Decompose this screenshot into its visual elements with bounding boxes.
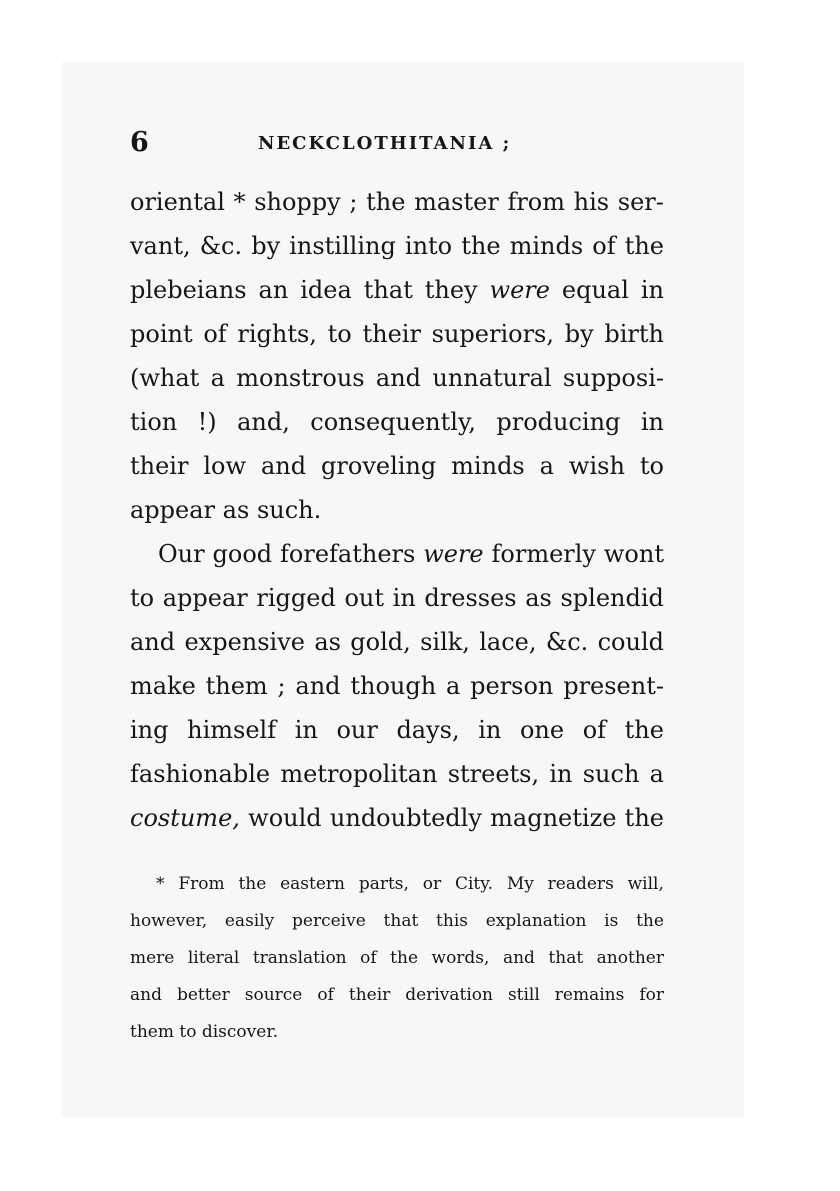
word: !): [197, 408, 217, 436]
word: will,: [627, 874, 664, 894]
word: present-: [563, 672, 664, 700]
word: vant,: [130, 232, 191, 260]
word: readers: [547, 874, 614, 894]
word: words,: [431, 948, 490, 968]
word: in: [640, 276, 664, 304]
word: consequently,: [310, 408, 476, 436]
word: rigged: [256, 584, 336, 612]
word: shoppy: [254, 188, 341, 216]
word: From: [178, 874, 225, 894]
word: to: [639, 452, 664, 480]
word: as: [525, 584, 552, 612]
word: ;: [277, 672, 286, 700]
word: to: [179, 1022, 197, 1042]
word: and: [130, 628, 176, 656]
footnote-line: [130, 903, 664, 940]
word: the: [624, 232, 664, 260]
word: dresses: [424, 584, 517, 612]
word: the: [390, 948, 419, 968]
word: and,: [237, 408, 290, 436]
word: remains: [554, 985, 625, 1005]
word: make: [130, 672, 196, 700]
word: or: [422, 874, 442, 894]
word: the: [636, 911, 664, 931]
word: the: [238, 874, 267, 894]
word: derivation: [405, 985, 493, 1005]
word: appear: [130, 496, 216, 524]
word: himself: [187, 716, 277, 744]
word: as: [314, 628, 341, 656]
word: (what: [130, 364, 200, 392]
word: metropolitan: [280, 760, 438, 788]
word: and: [295, 672, 341, 700]
word: My: [506, 874, 534, 894]
word: literal: [187, 948, 240, 968]
word: ser-: [617, 188, 664, 216]
word: undoubtedly: [329, 804, 482, 832]
word: another: [596, 948, 664, 968]
word: from: [507, 188, 566, 216]
body-text: [130, 180, 664, 840]
page-number: 6: [130, 127, 149, 158]
word: in: [549, 760, 573, 788]
word: fashionable: [130, 760, 271, 788]
word: their: [362, 320, 421, 348]
word: mere: [130, 948, 175, 968]
word: tion: [130, 408, 178, 436]
word: the: [366, 188, 406, 216]
word: idea: [300, 276, 352, 304]
word: rights,: [237, 320, 317, 348]
running-title: NECKCLOTHITANIA ;: [258, 133, 512, 154]
text-line: [130, 400, 664, 444]
word: were: [423, 540, 484, 568]
word: minds: [451, 452, 525, 480]
word: City.: [454, 874, 493, 894]
word: lace,: [479, 628, 537, 656]
word: and: [130, 985, 162, 1005]
word: of: [592, 232, 616, 260]
word: groveling: [321, 452, 437, 480]
word: that: [363, 276, 413, 304]
word: this: [436, 911, 468, 931]
word: in: [640, 408, 664, 436]
word: their: [348, 985, 391, 1005]
word: to: [327, 320, 352, 348]
word: formerly: [491, 540, 596, 568]
word: his: [573, 188, 610, 216]
footnote-line: [130, 940, 664, 977]
text-line: [130, 708, 664, 752]
footnote: [130, 866, 664, 1051]
word: the: [624, 716, 664, 744]
text-line: [130, 356, 664, 400]
word: low: [203, 452, 247, 480]
word: easily: [224, 911, 275, 931]
word: however,: [130, 911, 208, 931]
word: their: [130, 452, 189, 480]
word: of: [317, 985, 334, 1005]
text-line: [130, 488, 664, 532]
text-line: [130, 180, 664, 224]
word: source: [244, 985, 303, 1005]
word: wont: [603, 540, 664, 568]
word: the: [624, 804, 664, 832]
text-line: [130, 620, 664, 664]
word: minds: [509, 232, 584, 260]
word: though: [350, 672, 437, 700]
word: streets,: [447, 760, 540, 788]
footnote-line: [130, 866, 664, 903]
word: an: [258, 276, 289, 304]
text-line: [130, 268, 664, 312]
footnote-line: [130, 1014, 664, 1051]
word: parts,: [358, 874, 409, 894]
page-header: [130, 128, 690, 162]
word: oriental: [130, 188, 225, 216]
word: is: [604, 911, 619, 931]
word: in: [478, 716, 502, 744]
word: plebeians: [130, 276, 247, 304]
word: a: [539, 452, 554, 480]
word: Our: [158, 540, 205, 568]
word: one: [519, 716, 565, 744]
word: and: [502, 948, 535, 968]
word: into: [404, 232, 453, 260]
word: in: [392, 584, 416, 612]
word: and: [375, 364, 422, 392]
word: expensive: [184, 628, 305, 656]
word: *: [156, 874, 165, 894]
footnote-line: [130, 977, 664, 1014]
word: days,: [396, 716, 460, 744]
word: better: [176, 985, 230, 1005]
word: ing: [130, 716, 169, 744]
word: of: [203, 320, 227, 348]
word: eastern: [280, 874, 345, 894]
word: as: [222, 496, 250, 524]
word: could: [597, 628, 664, 656]
word: to: [130, 584, 155, 612]
word: in: [294, 716, 318, 744]
word: magnetize: [490, 804, 617, 832]
word: *: [233, 188, 246, 216]
word: them: [130, 1022, 174, 1042]
word: a: [210, 364, 225, 392]
text-line: [130, 532, 664, 576]
word: of: [360, 948, 377, 968]
word: by: [564, 320, 594, 348]
word: appear: [162, 584, 248, 612]
word: ;: [349, 188, 358, 216]
text-line: [130, 796, 664, 840]
text-line: [130, 444, 664, 488]
word: them: [205, 672, 268, 700]
word: the: [461, 232, 501, 260]
word: and: [260, 452, 307, 480]
word: such.: [256, 496, 322, 524]
word: equal: [561, 276, 629, 304]
word: by: [251, 232, 281, 260]
word: translation: [252, 948, 347, 968]
word: good: [212, 540, 273, 568]
text-line: [130, 576, 664, 620]
text-line: [130, 312, 664, 356]
word: person: [470, 672, 554, 700]
word: &c.: [199, 232, 243, 260]
word: that: [548, 948, 584, 968]
word: silk,: [420, 628, 470, 656]
word: instilling: [289, 232, 396, 260]
word: such: [582, 760, 640, 788]
word: of: [582, 716, 607, 744]
word: supposi-: [562, 364, 664, 392]
text-line: [130, 224, 664, 268]
word: discover.: [201, 1022, 278, 1042]
word: superiors,: [431, 320, 554, 348]
word: monstrous: [236, 364, 365, 392]
word: for: [639, 985, 664, 1005]
word: a: [446, 672, 461, 700]
text-line: [130, 664, 664, 708]
word: master: [414, 188, 499, 216]
word: out: [344, 584, 385, 612]
word: unnatural: [432, 364, 552, 392]
word: that: [383, 911, 419, 931]
word: would: [248, 804, 322, 832]
word: perceive: [292, 911, 366, 931]
word: costume,: [130, 804, 240, 832]
word: &c.: [545, 628, 589, 656]
word: birth: [604, 320, 664, 348]
word: wish: [568, 452, 625, 480]
word: gold,: [350, 628, 411, 656]
word: they: [424, 276, 478, 304]
word: still: [507, 985, 540, 1005]
word: were: [489, 276, 550, 304]
word: point: [130, 320, 193, 348]
word: producing: [496, 408, 621, 436]
word: a: [649, 760, 664, 788]
word: forefathers: [280, 540, 416, 568]
word: splendid: [560, 584, 664, 612]
word: explanation: [485, 911, 587, 931]
word: our: [336, 716, 378, 744]
text-line: [130, 752, 664, 796]
